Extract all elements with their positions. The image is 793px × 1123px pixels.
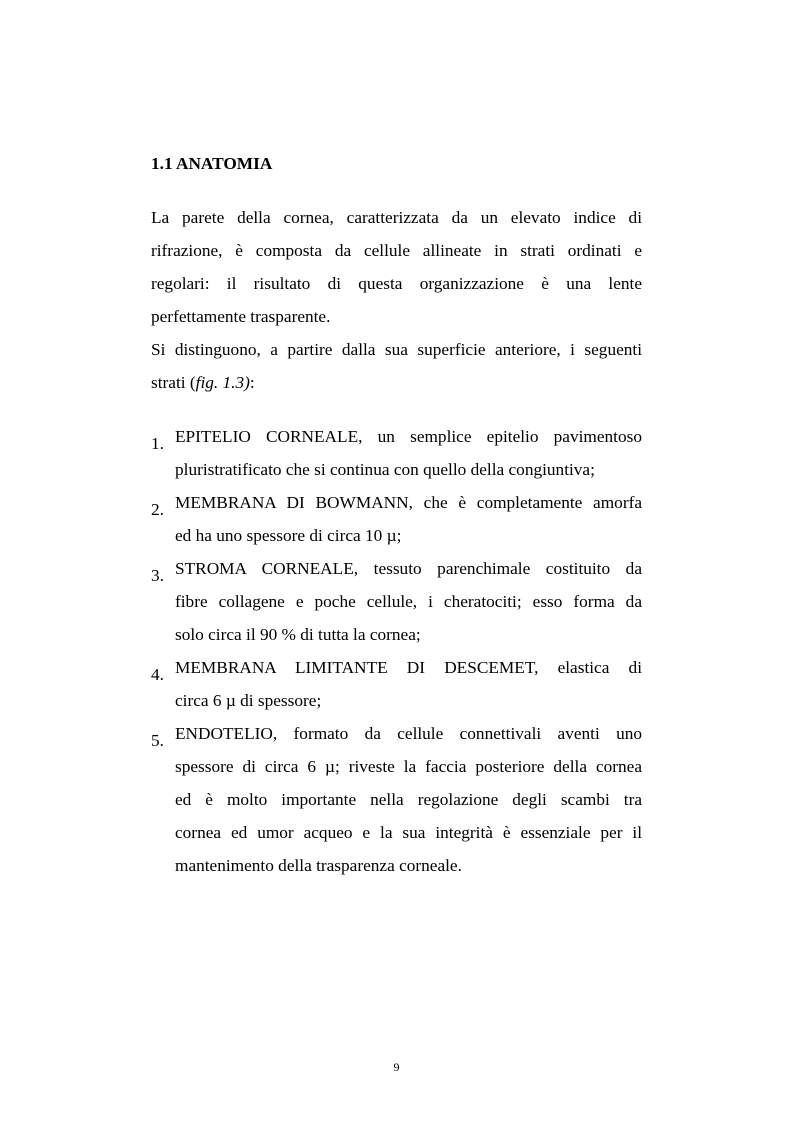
list-item-line: MEMBRANA DI BOWMANN, che è completamente amorfa: [175, 493, 642, 512]
list-item: [151, 559, 642, 658]
intro-line-3: regolari: il risultato di questa organizzazione è una lente: [151, 274, 642, 293]
list-item-line: solo circa il 90 % di tutta la cornea;: [175, 625, 421, 644]
intro-line-4: perfettamente trasparente.: [151, 307, 331, 326]
list-item-line: ed ha uno spessore di circa 10 µ;: [175, 526, 402, 545]
list-item-line: ed è molto importante nella regolazione degli scambi tra: [175, 790, 642, 809]
section-heading: 1.1 ANATOMIA: [151, 154, 273, 173]
layers-intro-colon: :: [249, 373, 255, 392]
list-item-line: EPITELIO CORNEALE, un semplice epitelio pavimentoso: [175, 427, 642, 446]
list-item: [151, 658, 642, 724]
list-item-line: mantenimento della trasparenza corneale.: [175, 856, 462, 875]
layers-intro-text: strati (: [151, 373, 196, 392]
layers-intro-line-1: Si distinguono, a partire dalla sua superficie anteriore, i seguenti: [151, 340, 642, 359]
page-number: 9: [393, 1060, 400, 1074]
list-item-number: 3.: [151, 566, 164, 585]
list-item-line: fibre collagene e poche cellule, i cheratociti; esso forma da: [175, 592, 642, 611]
layers-intro-paragraph: [151, 333, 642, 399]
list-item: [151, 724, 642, 889]
list-item-line: pluristratificato che si continua con quello della congiuntiva;: [175, 460, 595, 479]
figure-reference: fig. 1.3): [195, 373, 250, 392]
list-item-line: circa 6 µ di spessore;: [175, 691, 322, 710]
intro-line-2: rifrazione, è composta da cellule allineate in strati ordinati e: [151, 241, 642, 260]
list-item-number: 4.: [151, 665, 164, 684]
list-item-line: spessore di circa 6 µ; riveste la faccia posteriore della cornea: [175, 757, 642, 776]
intro-paragraph: [151, 201, 642, 333]
cornea-layers-list: [151, 427, 642, 889]
list-item: [151, 427, 642, 493]
list-item-line: ENDOTELIO, formato da cellule connettivali aventi uno: [175, 724, 642, 743]
list-item-line: STROMA CORNEALE, tessuto parenchimale costituito da: [175, 559, 642, 578]
layers-intro-line-2: [151, 366, 642, 399]
list-item-number: 2.: [151, 500, 164, 519]
list-item-number: 5.: [151, 731, 164, 750]
list-item-number: 1.: [151, 434, 164, 453]
list-item: [151, 493, 642, 559]
list-item-line: MEMBRANA LIMITANTE DI DESCEMET, elastica di: [175, 658, 642, 677]
list-item-line: cornea ed umor acqueo e la sua integrità è essenziale per il: [175, 823, 642, 842]
intro-line-1: La parete della cornea, caratterizzata da un elevato indice di: [151, 208, 642, 227]
